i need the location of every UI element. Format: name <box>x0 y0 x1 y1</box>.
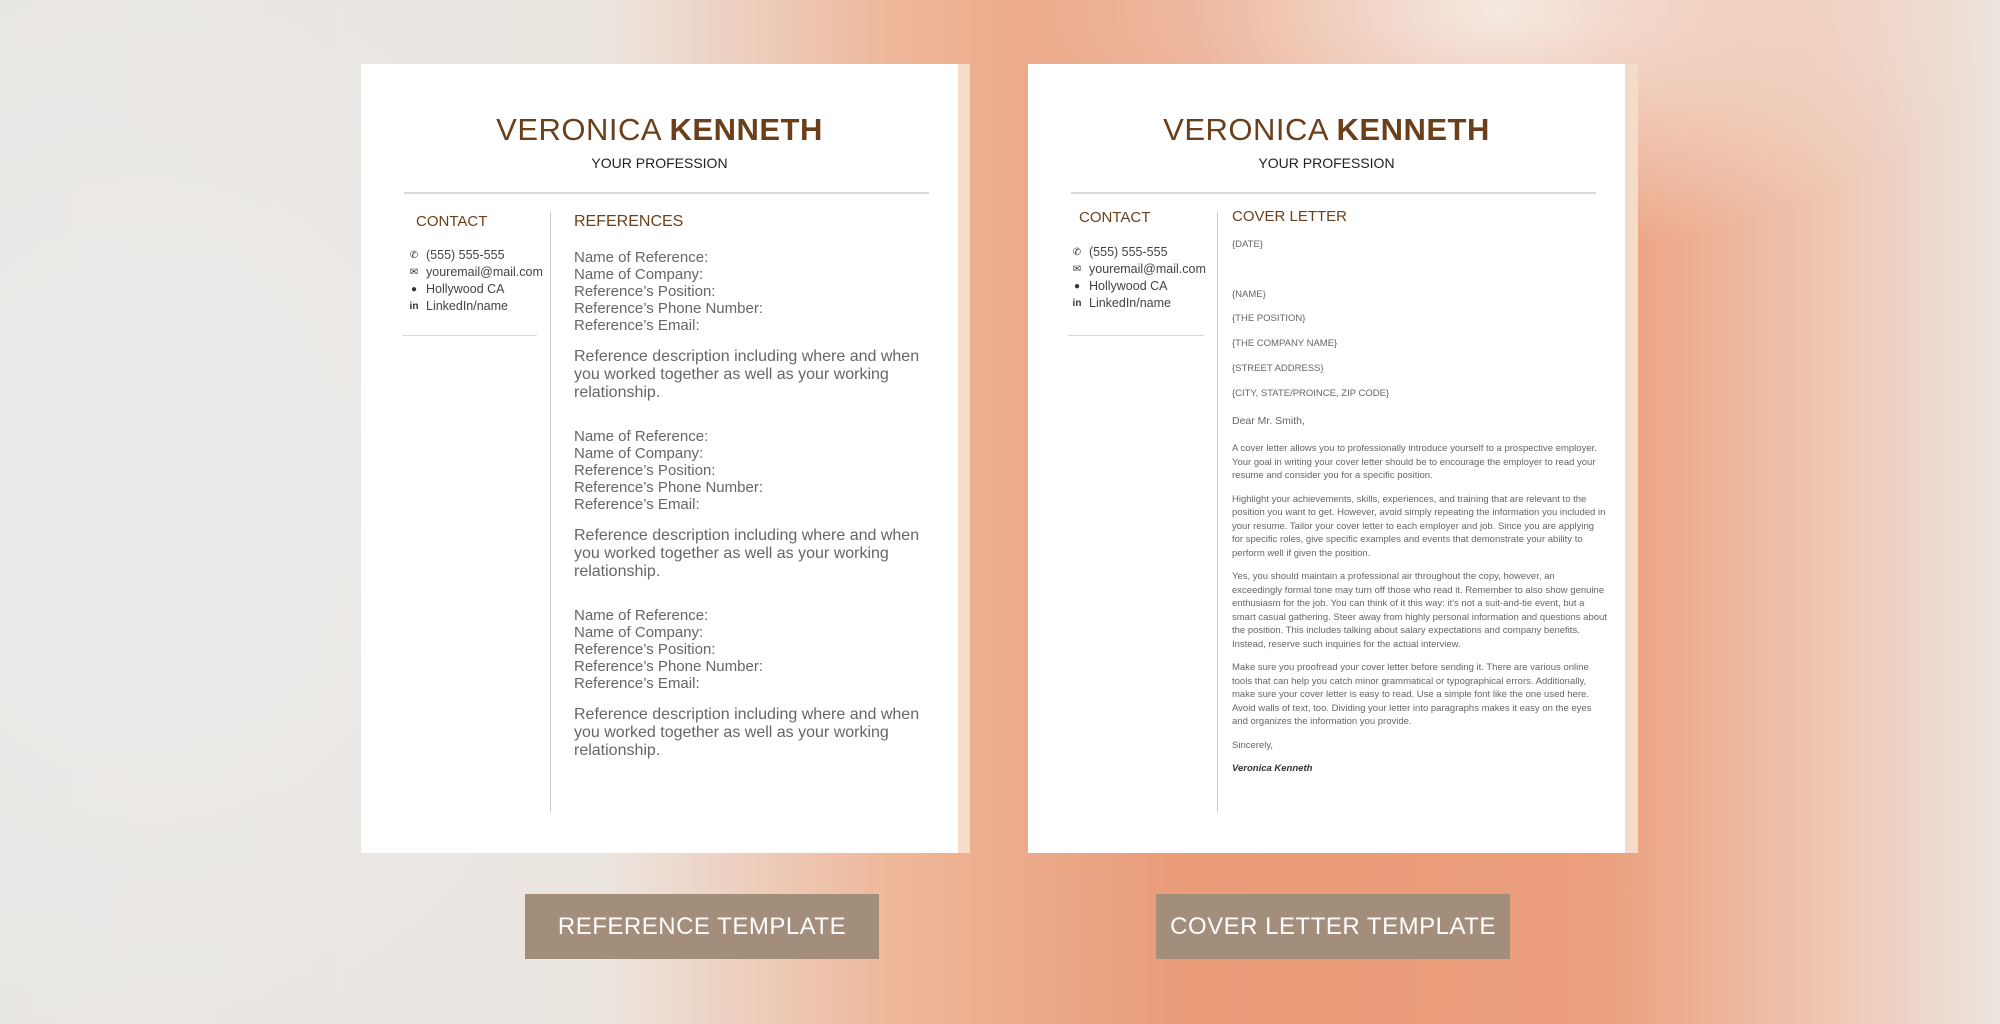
contact-location <box>1071 279 1168 293</box>
reference-field: Name of Reference: <box>574 607 709 624</box>
reference-field: Reference’s Phone Number: <box>574 658 763 675</box>
reference-field: Reference’s Email: <box>574 675 700 692</box>
paragraph: Make sure you proofread your cover letter before sending it. There are various online tools that can help you catch minor grammatical or typographical errors. Additionally, make sure your cover letter is easy to read. Use a simple font like the one used here. Avoid walls of text, too. Dividing your letter into paragraphs makes it easy on the eyes and organizes the information you provide. <box>1232 662 1592 727</box>
reference-field: Reference’s Phone Number: <box>574 479 763 496</box>
paragraph: Yes, you should maintain a professional air throughout the copy, however, an exceedingly formal tone may turn off those who read it. Remember to also show genuine enthusiasm for the job. You can think of it this way: it's not a suit-and-tie event, but a smart casual gathering. Steer away from highly personal information and questions about the position. This includes talking about salary expectations and company benefits. Instead, reserve such inquiries for the actual interview. <box>1232 571 1607 650</box>
phone-text: (555) 555-555 <box>1089 245 1168 259</box>
cover-letter-template-page <box>1028 64 1625 853</box>
reference-field: Reference’s Phone Number: <box>574 300 763 317</box>
reference-field: Reference’s Email: <box>574 496 700 513</box>
reference-field: Name of Company: <box>574 266 704 283</box>
column-divider <box>1217 212 1218 812</box>
reference-entry <box>574 607 946 760</box>
reference-template-page <box>361 64 958 853</box>
location-pin-icon: ● <box>410 283 418 295</box>
last-name: KENNETH <box>669 112 823 147</box>
reference-template-button[interactable]: REFERENCE TEMPLATE <box>525 894 879 959</box>
linkedin-text: LinkedIn/name <box>1089 296 1172 310</box>
reference-description-line: worked together as well as your working relationship. <box>574 366 889 401</box>
city-state-zip: {CITY, STATE/PROINCE, ZIP CODE} <box>1232 388 1390 399</box>
paragraph: Highlight your achievements, skills, experiences, and training that are relevant to the position you want to get. However, avoid simply repeating the information you included in your resume. Tailor your cover letter to each employer and job. Since you are applying for specific roles, give specific examples and events that demonstrate your ability to perform well if given the position. <box>1232 493 1606 559</box>
reference-description-line: worked together as well as your working relationship. <box>574 724 889 759</box>
reference-field: Name of Reference: <box>574 428 709 445</box>
reference-description <box>574 706 946 760</box>
reference-description-line: worked together as well as your working relationship. <box>574 545 889 580</box>
reference-field: Name of Reference: <box>574 249 709 266</box>
linkedin-icon: in <box>409 300 419 312</box>
reference-entry <box>574 249 946 402</box>
company-name: {THE COMPANY NAME} <box>1232 338 1338 349</box>
contact-phone <box>408 248 505 262</box>
first-name: VERONICA <box>1163 112 1328 147</box>
mail-icon: ✉ <box>1072 263 1082 275</box>
letter-body <box>1232 442 1607 776</box>
location-text: Hollywood CA <box>1089 279 1168 293</box>
greeting: Dear Mr. Smith, <box>1232 415 1305 427</box>
reference-field: Reference’s Email: <box>574 317 700 334</box>
linkedin-icon: in <box>1072 297 1082 309</box>
references-heading: REFERENCES <box>574 213 684 230</box>
reference-description-line: Reference description including where and when you <box>574 348 920 383</box>
contact-phone <box>1071 245 1168 259</box>
first-name: VERONICA <box>496 112 661 147</box>
reference-description-line: Reference description including where and when you <box>574 706 920 741</box>
references-list <box>574 249 946 786</box>
reference-entry <box>574 428 946 581</box>
column-divider <box>550 212 551 812</box>
reference-field: Reference’s Position: <box>574 462 716 479</box>
divider <box>1071 192 1596 194</box>
profession: YOUR PROFESSION <box>591 155 728 171</box>
phone-text: (555) 555-555 <box>426 248 505 262</box>
location-text: Hollywood CA <box>426 282 505 296</box>
last-name: KENNETH <box>1336 112 1490 147</box>
divider <box>404 192 929 194</box>
cover-letter-template-button[interactable]: COVER LETTER TEMPLATE <box>1156 894 1510 959</box>
divider <box>402 335 537 336</box>
contact-location <box>408 282 505 296</box>
divider <box>1068 335 1204 336</box>
reference-field: Reference’s Position: <box>574 283 716 300</box>
reference-description <box>574 348 946 402</box>
location-pin-icon: ● <box>1073 280 1081 292</box>
recipient-name: {NAME} <box>1232 289 1266 300</box>
phone-icon: ✆ <box>1072 246 1082 258</box>
linkedin-text: LinkedIn/name <box>426 299 509 313</box>
contact-heading: CONTACT <box>416 213 488 230</box>
phone-icon: ✆ <box>409 249 419 261</box>
street-address: {STREET ADDRESS} <box>1232 363 1324 374</box>
closing: Sincerely, <box>1232 739 1274 751</box>
date-placeholder: {DATE} <box>1232 239 1263 250</box>
contact-linkedin <box>408 299 508 313</box>
profession: YOUR PROFESSION <box>1258 155 1395 171</box>
mail-icon: ✉ <box>409 266 419 278</box>
contact-email <box>408 265 543 279</box>
email-text: youremail@mail.com <box>1089 262 1206 276</box>
reference-field: Name of Company: <box>574 445 704 462</box>
reference-description <box>574 527 946 581</box>
contact-linkedin <box>1071 296 1171 310</box>
recipient-position: {THE POSITION} <box>1232 313 1306 324</box>
cover-letter-heading: COVER LETTER <box>1232 208 1348 225</box>
resume-name <box>361 112 958 148</box>
contact-email <box>1071 262 1206 276</box>
paragraph: A cover letter allows you to professionally introduce yourself to a prospective employer. Your goal in writing your cover letter should be to encourage the employer to read your resume and consider you for a specific position. <box>1232 443 1597 481</box>
email-text: youremail@mail.com <box>426 265 543 279</box>
reference-field: Name of Company: <box>574 624 704 641</box>
reference-field: Reference’s Position: <box>574 641 716 658</box>
contact-heading: CONTACT <box>1079 209 1151 226</box>
reference-description-line: Reference description including where and when you <box>574 527 920 562</box>
resume-name <box>1028 112 1625 148</box>
signature: Veronica Kenneth <box>1232 763 1313 774</box>
